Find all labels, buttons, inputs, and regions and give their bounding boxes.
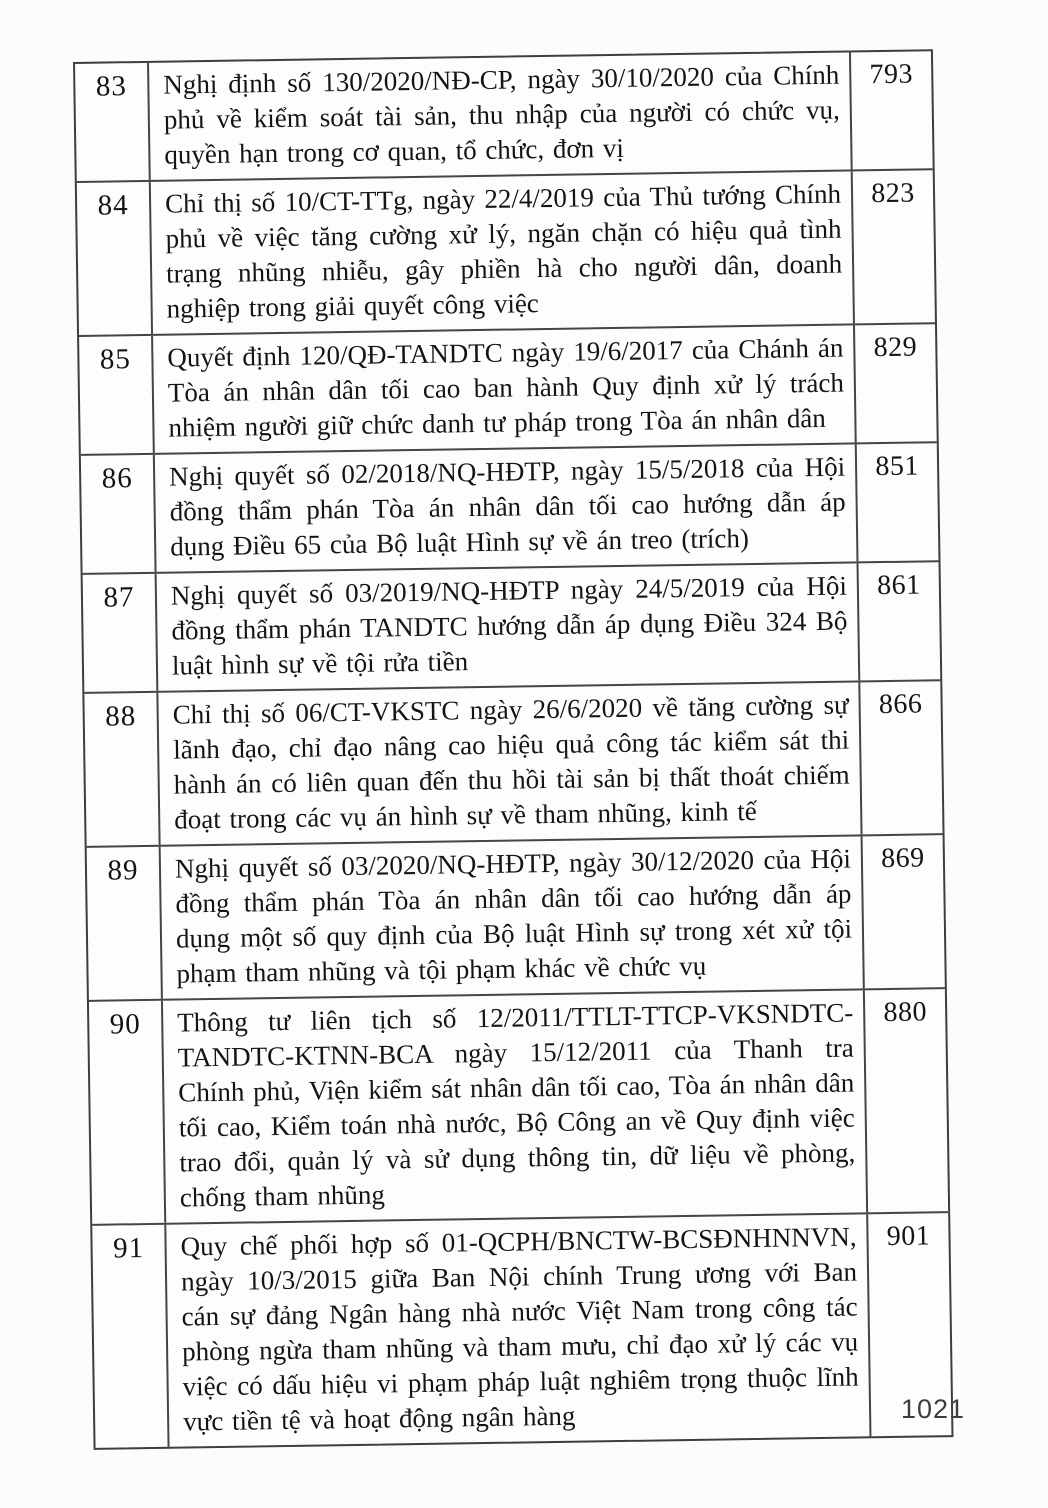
- page-number-cell: 869: [861, 835, 945, 988]
- row-number-cell: 91: [92, 1225, 169, 1448]
- page-number-cell: 901: [866, 1213, 951, 1436]
- table-row: [84, 679, 942, 846]
- toc-table: [73, 49, 953, 1450]
- page-number-cell: 851: [855, 443, 939, 561]
- row-number-cell: 90: [89, 1001, 166, 1224]
- table-row: [81, 441, 939, 573]
- document-title-cell: Thông tư liên tịch số 12/2011/TTLT-TTCP-VKSNDTC-TANDTC-KTNN-BCA ngày 15/12/2011 của Thanh tra Chính phủ, Viện kiểm sát nhân dân tối cao, Tòa án nhân dân tối cao, Kiểm toán nhà nước, Bộ Công an về Quy định việc trao đổi, quản lý và sử dụng thông tin, dữ liệu về phòng, chống tham nhũng: [177, 997, 856, 1213]
- document-title-cell: Chỉ thị số 06/CT-VKSTC ngày 26/6/2020 về tăng cường sự lãnh đạo, chỉ đạo nâng cao hiệu quả công tác kiểm sát thi hành án có liên quan đến thu hồi tài sản bị thất thoát chiếm đoạt trong các vụ án hình sự về tham nhũng, kinh tế: [172, 689, 850, 835]
- document-title-cell: Chỉ thị số 10/CT-TTg, ngày 22/4/2019 của Thủ tướng Chính phủ về việc tăng cường xử lý, ngăn chặn có hiệu quả tình trạng nhũng nhiễu, gây phiền hà cho người dân, doanh nghiệp trong giải quyết công việc: [164, 178, 843, 324]
- row-number-cell: 86: [81, 455, 157, 573]
- page-number-cell: 793: [849, 51, 933, 169]
- row-number-cell: 84: [77, 182, 153, 335]
- footer-page-number: 1021: [901, 1394, 966, 1424]
- document-title-cell: Nghị định số 130/2020/NĐ-CP, ngày 30/10/2020 của Chính phủ về kiểm soát tài sản, thu nhập của người có chức vụ, quyền hạn trong cơ quan, tổ chức, đơn vị: [163, 59, 841, 170]
- document-title-cell: Quyết định 120/QĐ-TANDTC ngày 19/6/2017 của Chánh án Tòa án nhân dân tối cao ban hành Quy định xử lý trách nhiệm người giữ chức danh tư pháp trong Tòa án nhân dân: [167, 332, 845, 443]
- document-title-cell: Nghị quyết số 03/2019/NQ-HĐTP ngày 24/5/2019 của Hội đồng thẩm phán TANDTC hướng dẫn áp dụng Điều 324 Bộ luật hình sự về tội rửa tiền: [170, 570, 848, 681]
- page-number-cell: 861: [857, 562, 941, 680]
- table-row: [92, 1211, 951, 1448]
- table-row: [79, 322, 937, 454]
- row-number-cell: 87: [83, 574, 159, 692]
- document-title-cell: Quy chế phối hợp số 01-QCPH/BNCTW-BCSĐNHNNVN, ngày 10/3/2015 giữa Ban Nội chính Trung ương với Ban cán sự đảng Ngân hàng nhà nước Việt Nam trong công tác phòng ngừa tham nhũng và tham mưu, chỉ đạo xử lý các vụ việc có dấu hiệu vi phạm pháp luật nghiêm trọng thuộc lĩnh vực tiền tệ và hoạt động ngân hàng: [180, 1221, 859, 1437]
- page-number-cell: 823: [851, 170, 935, 323]
- table-row: [83, 560, 941, 692]
- page-number-cell: 829: [853, 324, 937, 442]
- page-number-cell: 880: [863, 989, 948, 1212]
- row-number-cell: 88: [84, 693, 160, 846]
- table-row: [75, 51, 933, 181]
- row-number-cell: 83: [75, 63, 151, 181]
- table-row: [87, 833, 945, 1000]
- document-title-cell: Nghị quyết số 02/2018/NQ-HĐTP, ngày 15/5/2018 của Hội đồng thẩm phán Tòa án nhân dân tối cao hướng dẫn áp dụng Điều 65 của Bộ luật Hình sự về án treo (trích): [168, 451, 846, 562]
- table-row: [89, 987, 948, 1224]
- row-number-cell: 85: [79, 336, 155, 454]
- document-title-cell: Nghị quyết số 03/2020/NQ-HĐTP, ngày 30/12/2020 của Hội đồng thẩm phán Tòa án nhân dân tối cao hướng dẫn áp dụng một số quy định của Bộ luật Hình sự trong xét xử tội phạm tham nhũng và tội phạm khác về chức vụ: [174, 843, 853, 989]
- page-number-cell: 866: [858, 681, 942, 834]
- scanned-page: [73, 49, 953, 1450]
- row-number-cell: 89: [87, 847, 163, 1000]
- table-row: [77, 168, 935, 335]
